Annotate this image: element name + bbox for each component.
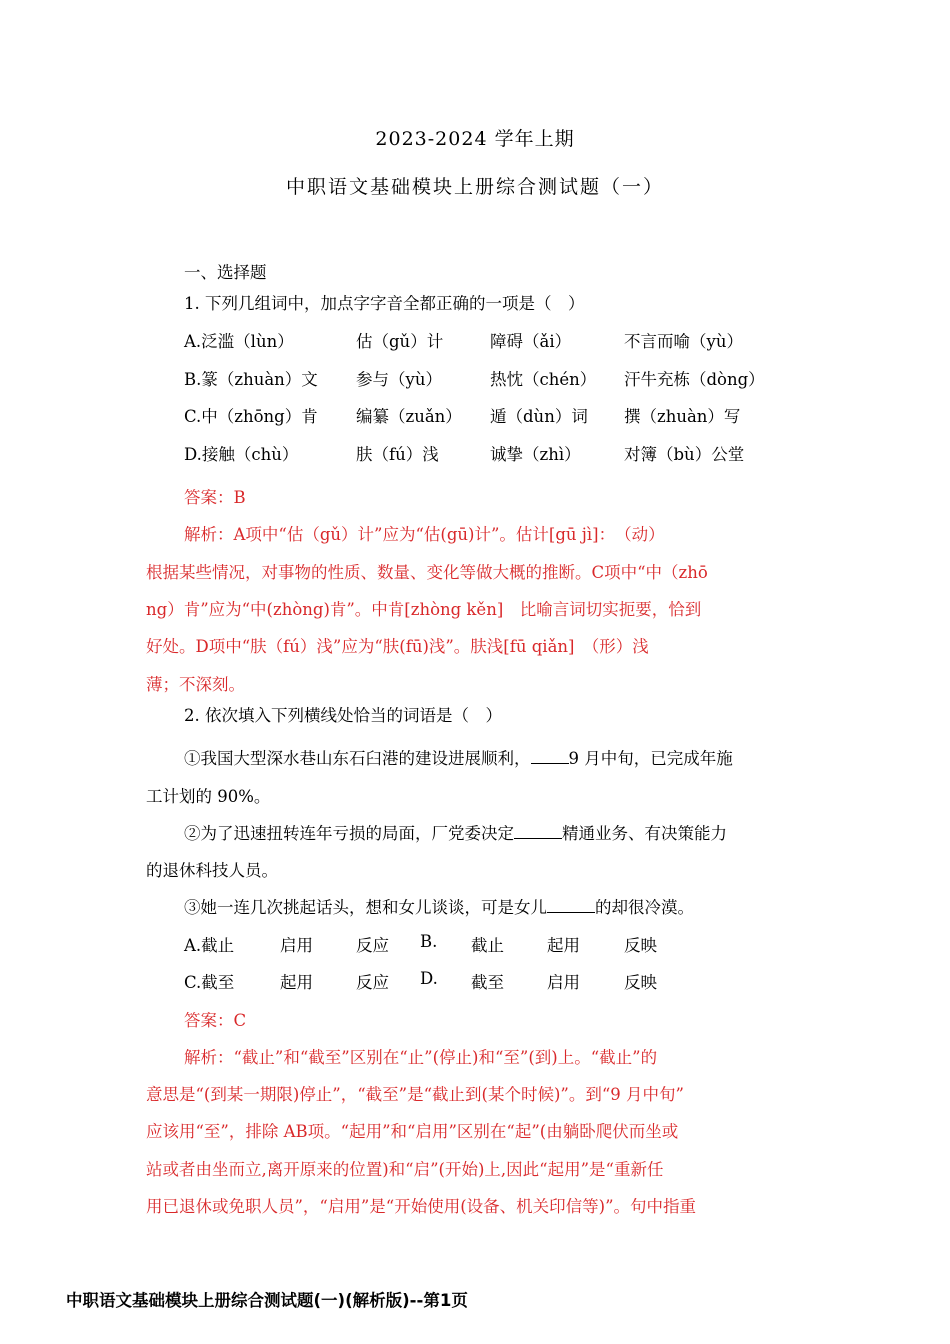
q1-option-cell: A.泛滥（lùn） xyxy=(184,332,294,351)
q2-option-cell: 截至 xyxy=(471,973,504,992)
fill-blank xyxy=(514,822,562,840)
q1-option-cell: 撰（zhuàn）写 xyxy=(624,407,741,426)
q1-option-cell: 对簿（bù）公堂 xyxy=(624,445,745,464)
sentence-text: ②为了迅速扭转连年亏损的局面，厂党委决定 xyxy=(184,824,514,843)
q1-option-cell: 不言而喻（yù） xyxy=(624,332,743,351)
q1-option-cell: 汗牛充栋（dòng） xyxy=(624,370,765,389)
q1-option-cell: C.中（zhōng）肯 xyxy=(184,407,318,426)
fill-blank xyxy=(531,747,569,765)
analysis-line: 解析：“截止”和“截至”区别在“止”(停止)和“至”(到)上。“截止”的 xyxy=(184,1048,658,1067)
analysis-line: 解析：A项中“估（gǔ）计”应为“估(gū)计”。估计[gū jì]： （动） xyxy=(184,525,665,544)
analysis-line: 站或者由坐而立,离开原来的位置)和“启”(开始)上,因此“起用”是“重新任 xyxy=(146,1160,664,1179)
q1-option-cell: 参与（yù） xyxy=(356,370,442,389)
q1-option-cell: 估（gǔ）计 xyxy=(356,332,444,351)
q2-option-cell: 起用 xyxy=(280,973,313,992)
q2-option-cell: 反应 xyxy=(356,973,389,992)
q2-option-cell: 反映 xyxy=(624,936,657,955)
q1-option-cell: 遁（dùn）词 xyxy=(490,407,588,426)
q2-sentence-1-cont: 工计划的 90%。 xyxy=(146,787,271,806)
q2-option-cell: 反映 xyxy=(624,973,657,992)
q1-option-cell: 热忱（chén） xyxy=(490,370,597,389)
q2-option-cell: 启用 xyxy=(280,936,313,955)
sentence-text: 9 月中旬，已完成年施 xyxy=(568,749,733,768)
sentence-text: 的却很冷漠。 xyxy=(595,898,694,917)
sentence-text: ③她一连几次挑起话头，想和女儿谈谈，可是女儿 xyxy=(184,898,547,917)
question-2-answer: 答案：C xyxy=(184,1011,247,1030)
q1-option-cell: 诚挚（zhì） xyxy=(490,445,581,464)
analysis-line: 根据某些情况，对事物的性质、数量、变化等做大概的推断。C项中“中（zhō xyxy=(146,563,708,582)
q1-option-cell: 编纂（zuǎn） xyxy=(356,407,462,426)
page-footer: 中职语文基础模块上册综合测试题(一)(解析版)--第1页 xyxy=(66,1291,468,1310)
q1-option-cell: D.接触（chù） xyxy=(184,445,299,464)
q2-sentence-2 xyxy=(184,820,727,844)
page-title: 中职语文基础模块上册综合测试题（一） xyxy=(285,176,664,198)
q2-sentence-3 xyxy=(184,894,694,918)
analysis-line: 好处。D项中“肤（fú）浅”应为“肤(fū)浅”。肤浅[fū qiǎn] （形）浅 xyxy=(146,637,649,656)
q2-option-cell: 起用 xyxy=(547,936,580,955)
fill-blank xyxy=(547,896,595,914)
q2-option-cell: A.截止 xyxy=(184,936,235,955)
analysis-line: 应该用“至”，排除 AB项。“起用”和“启用”区别在“起”(由躺卧爬伏而坐或 xyxy=(146,1122,679,1141)
question-1-stem: 1. 下列几组词中，加点字字音全都正确的一项是（ ） xyxy=(184,294,585,313)
q2-option-cell: B. xyxy=(420,932,438,951)
analysis-line: 用已退休或免职人员”，“启用”是“开始使用(设备、机关印信等)”。句中指重 xyxy=(146,1197,697,1216)
q2-sentence-1 xyxy=(184,745,733,769)
analysis-line: ng）肯”应为“中(zhòng)肯”。中肯[zhòng kěn] 比喻言词切实扼要，恰到 xyxy=(146,600,702,619)
q1-option-cell: 肤（fú）浅 xyxy=(356,445,439,464)
analysis-line: 薄；不深刻。 xyxy=(146,675,245,694)
sentence-text: ①我国大型深水巷山东石臼港的建设进展顺利， xyxy=(184,749,531,768)
q2-option-cell: C.截至 xyxy=(184,973,235,992)
q2-sentence-2-cont: 的退休科技人员。 xyxy=(146,861,278,880)
sentence-text: 精通业务、有决策能力 xyxy=(562,824,727,843)
year-heading: 2023-2024 学年上期 xyxy=(375,128,575,150)
q2-option-cell: 截止 xyxy=(471,936,504,955)
q2-option-cell: 启用 xyxy=(547,973,580,992)
section-heading: 一、选择题 xyxy=(184,263,267,282)
q2-option-cell: D. xyxy=(420,969,438,988)
q2-option-cell: 反应 xyxy=(356,936,389,955)
question-2-stem: 2. 依次填入下列横线处恰当的词语是（ ） xyxy=(184,706,502,725)
q1-option-cell: B.篆（zhuàn）文 xyxy=(184,370,318,389)
q1-option-cell: 障碍（ǎi） xyxy=(490,332,572,351)
analysis-line: 意思是“(到某一期限)停止”，“截至”是“截止到(某个时候)”。到“9 月中旬” xyxy=(146,1085,684,1104)
question-1-answer: 答案：B xyxy=(184,488,246,507)
